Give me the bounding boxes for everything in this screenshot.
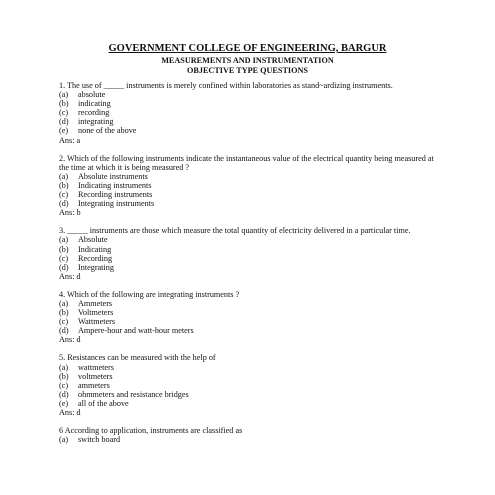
option-key: (a) (59, 362, 69, 372)
option-text: Ampere-hour and watt-hour meters (78, 326, 194, 336)
option-text: ammeters (78, 380, 110, 390)
answer-line: Ans: d (59, 271, 81, 281)
option-text: switch board (78, 435, 121, 445)
option-key: (b) (59, 99, 69, 109)
option-key: (a) (59, 298, 69, 308)
option-key: (a) (59, 435, 69, 445)
question-text: 3. _____ instruments are those which measure the total quantity of electricity delivered in a particular time. (59, 226, 411, 236)
option-key: (d) (59, 389, 69, 399)
option-text: Indicating instruments (78, 180, 152, 190)
option-row (59, 108, 444, 117)
answer-line: Ans: d (59, 335, 81, 345)
option-row (59, 299, 444, 308)
option-text: Wattmeters (78, 317, 116, 327)
section-title: OBJECTIVE TYPE QUESTIONS (187, 66, 308, 75)
option-text: ohmmeters and resistance bridges (78, 389, 189, 399)
option-row (59, 190, 444, 199)
option-key: (d) (59, 262, 69, 272)
answer-line: Ans: a (59, 135, 81, 145)
option-row (59, 263, 444, 272)
option-row (59, 399, 444, 408)
option-key: (b) (59, 308, 69, 318)
option-row (59, 117, 444, 126)
option-key: (d) (59, 326, 69, 336)
option-row (59, 235, 444, 244)
option-row (59, 181, 444, 190)
option-row (59, 90, 444, 99)
question-text: 2. Which of the following instruments indicate the instantaneous value of the electrical quantity being measured at the time at which it is being measured ? (59, 153, 434, 172)
option-key: (a) (59, 90, 69, 100)
college-title: GOVERNMENT COLLEGE OF ENGINEERING, BARGUR (108, 43, 387, 54)
answer-line: Ans: b (59, 208, 81, 218)
option-text: voltmeters (78, 371, 113, 381)
option-text: integrating (78, 117, 114, 127)
option-key: (a) (59, 235, 69, 245)
option-row (59, 372, 444, 381)
option-key: (b) (59, 371, 69, 381)
option-text: none of the above (78, 126, 137, 136)
option-text: Integrating instruments (78, 199, 155, 209)
option-row (59, 254, 444, 263)
option-row (59, 317, 444, 326)
option-text: all of the above (78, 398, 129, 408)
question-text: 1. The use of _____ instruments is merely confined within laboratories as stand~ardizing instruments. (59, 81, 393, 90)
question-block (59, 154, 444, 218)
question-list (59, 81, 444, 453)
option-text: recording (78, 108, 110, 118)
option-text: Integrating (78, 262, 114, 272)
option-row (59, 363, 444, 372)
question-block (59, 353, 444, 417)
option-key: (e) (59, 398, 69, 408)
option-text: Recording (78, 253, 113, 263)
question-block (59, 226, 444, 281)
option-row (59, 381, 444, 390)
option-row (59, 172, 444, 181)
option-text: indicating (78, 99, 111, 109)
option-key: (e) (59, 126, 69, 136)
question-text: 5. Resistances can be measured with the help of (59, 353, 216, 363)
option-key: (d) (59, 199, 69, 209)
option-row (59, 326, 444, 335)
option-text: Absolute (78, 235, 108, 245)
answer-line: Ans: d (59, 408, 81, 417)
option-text: Ammeters (78, 298, 113, 308)
option-row (59, 126, 444, 135)
option-key: (c) (59, 253, 69, 263)
option-key: (b) (59, 180, 69, 190)
option-key: (c) (59, 108, 69, 118)
option-text: Recording instruments (78, 190, 153, 200)
option-text: Voltmeters (78, 308, 114, 318)
option-key: (c) (59, 380, 69, 390)
option-row (59, 308, 444, 317)
option-key: (d) (59, 117, 69, 127)
question-text: 6 According to application, instruments are classified as (59, 426, 243, 436)
option-text: Absolute instruments (78, 171, 148, 181)
option-key: (a) (59, 171, 69, 181)
question-text: 4. Which of the following are integrating instruments ? (59, 289, 240, 299)
option-row (59, 99, 444, 108)
option-text: wattmeters (78, 362, 114, 372)
subject-title: MEASUREMENTS AND INSTRUMENTATION (161, 56, 334, 65)
option-key: (c) (59, 190, 69, 200)
option-text: Indicating (78, 244, 112, 254)
option-text: absolute (78, 90, 106, 100)
option-row (59, 245, 444, 254)
question-block (59, 81, 444, 145)
option-key: (b) (59, 244, 69, 254)
question-block (59, 290, 444, 345)
option-row (59, 199, 444, 208)
option-row (59, 390, 444, 399)
option-row (59, 435, 444, 444)
option-key: (c) (59, 317, 69, 327)
question-block (59, 426, 444, 444)
